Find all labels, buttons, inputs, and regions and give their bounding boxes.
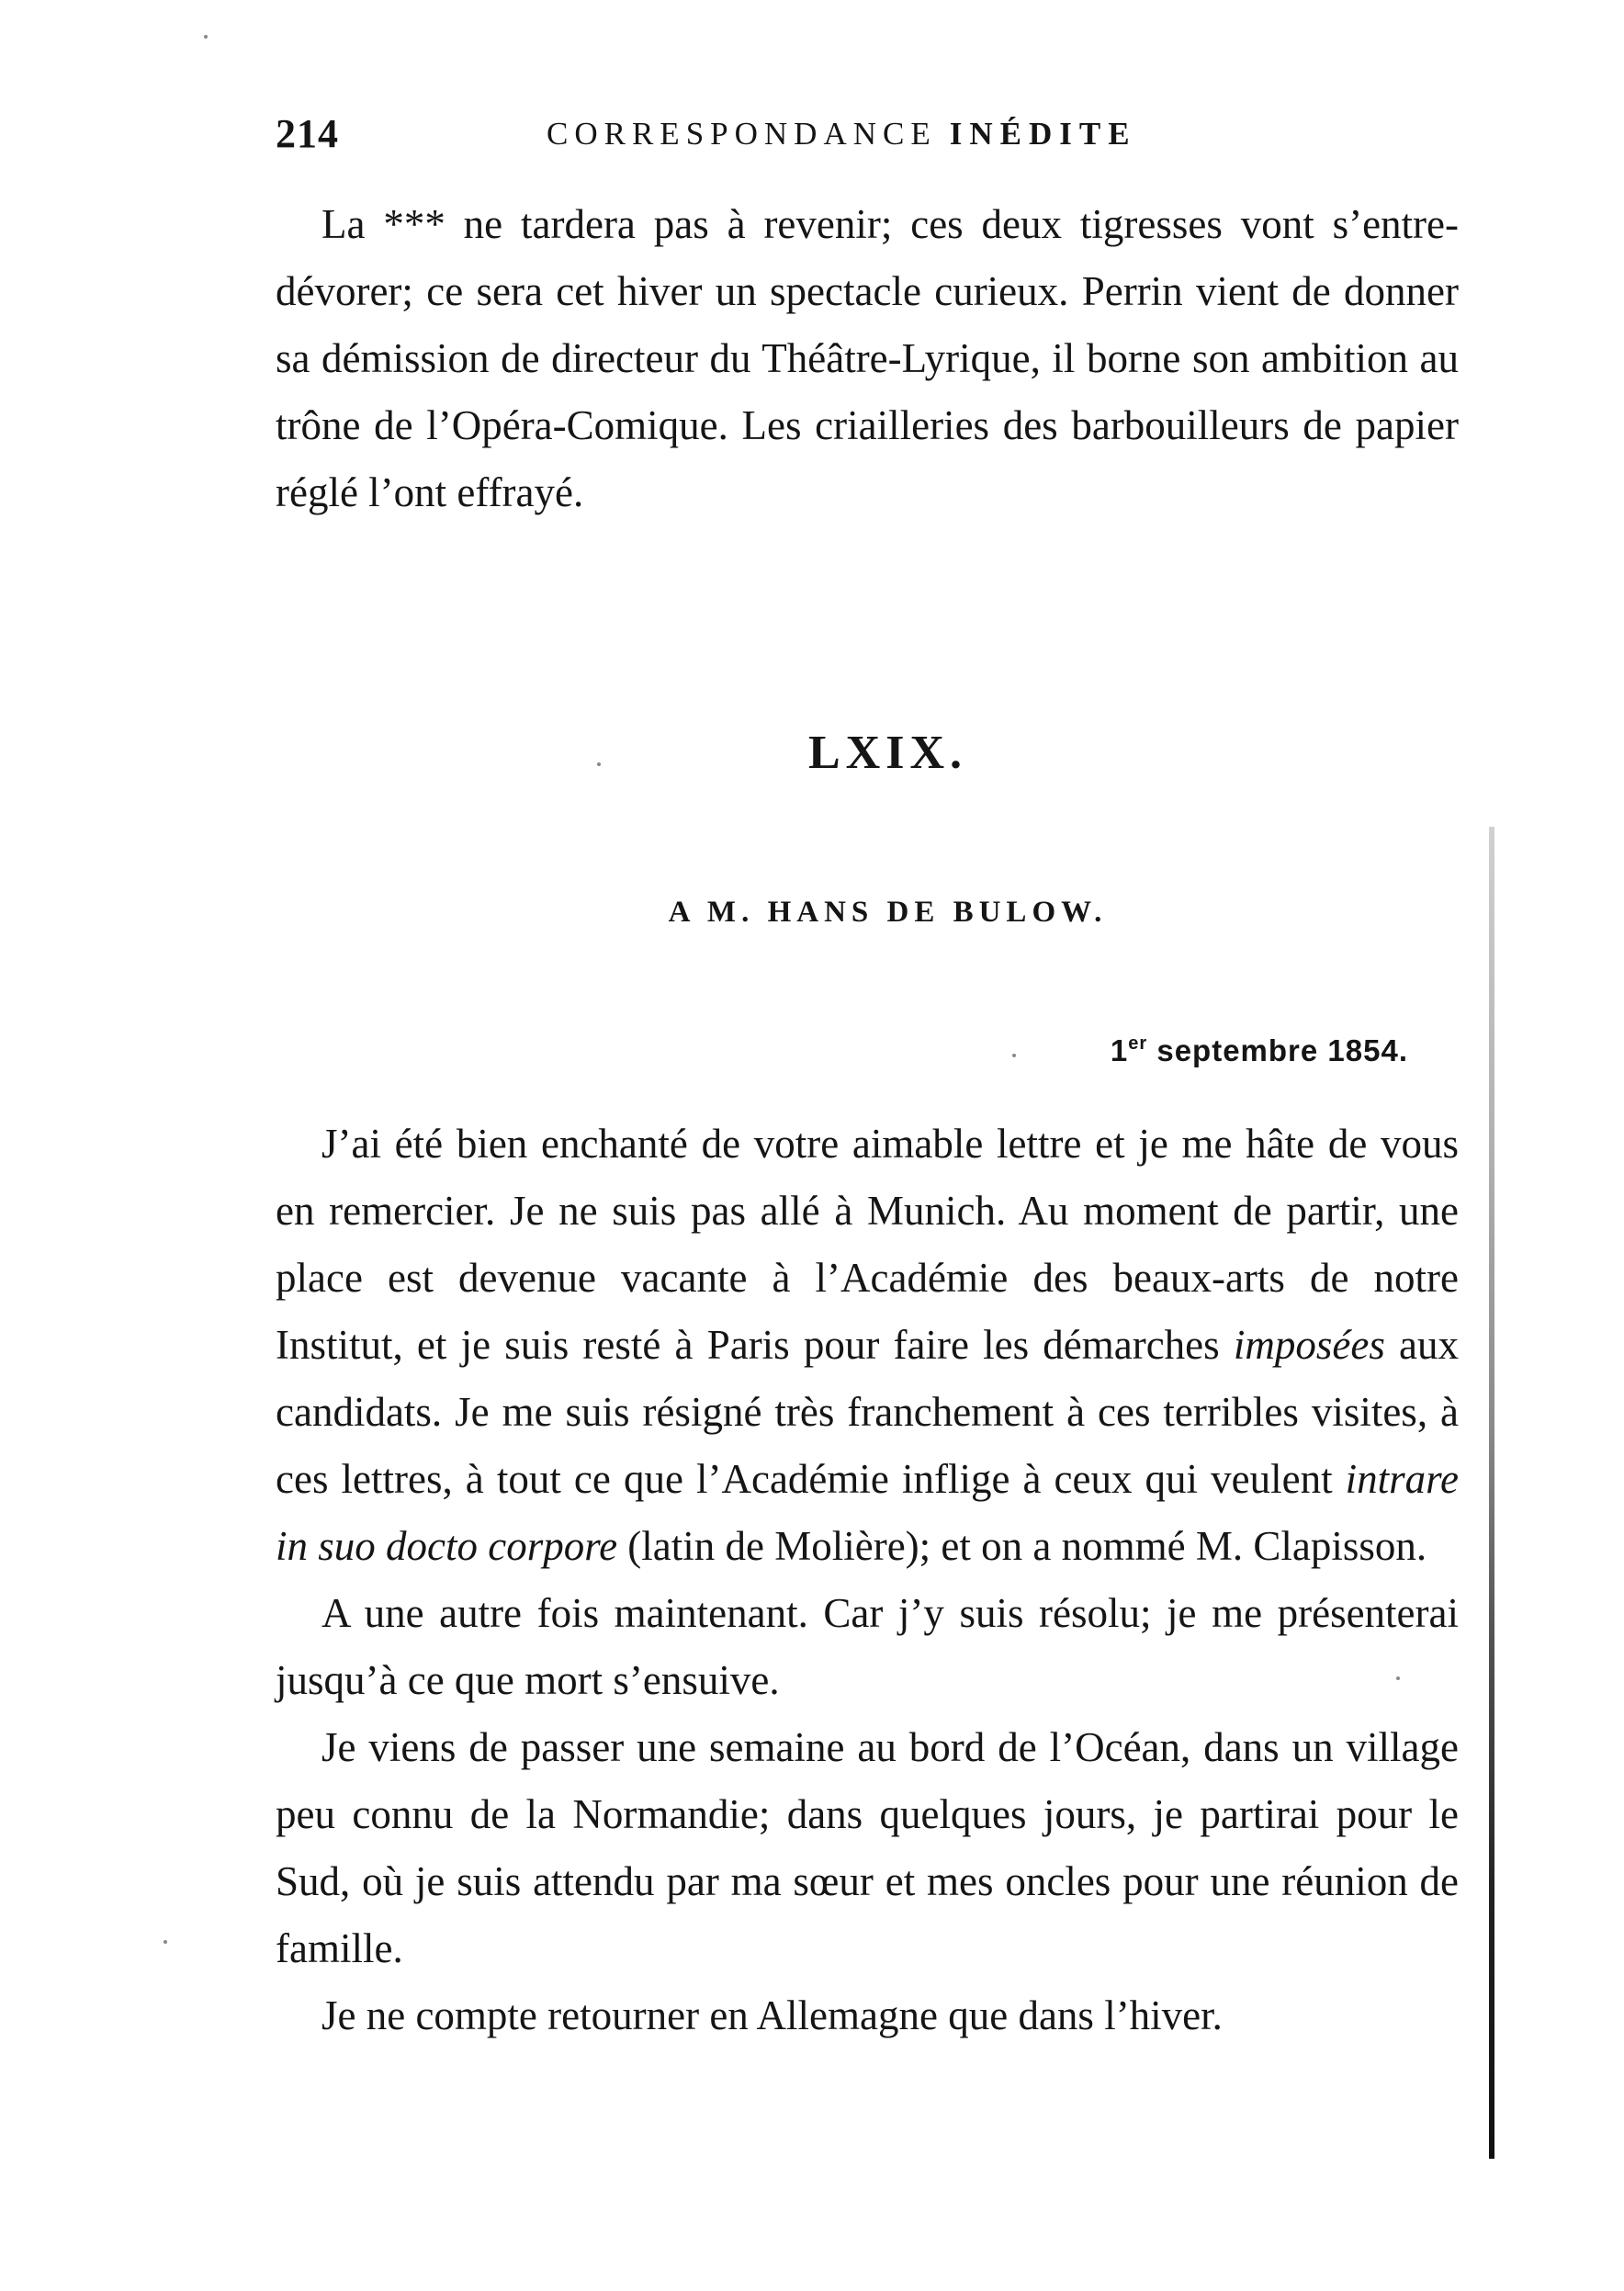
gutter-shadow <box>1489 827 1494 2159</box>
scan-speck <box>597 762 601 766</box>
opening-text <box>276 191 1459 526</box>
running-title-main: CORRESPONDANCE <box>547 116 937 152</box>
running-title <box>547 116 1137 152</box>
date-rest: septembre 1854. <box>1156 1033 1408 1067</box>
letter-paragraph-2: A une autre fois maintenant. Car j’y suis résolu; je me présenterai jusqu’à ce que mort s’ensuive. <box>276 1590 1459 1703</box>
letter-paragraph-4: Je ne compte retourner en Allemagne que dans l’hiver. <box>321 1992 1223 2038</box>
running-head <box>276 110 1460 165</box>
letter-number: LXIX. <box>807 727 968 779</box>
scan-speck <box>204 35 208 39</box>
date-suffix: er <box>1128 1033 1148 1054</box>
p1-text-c: (latin de Molière); et on a nommé M. Clapisson. <box>617 1523 1427 1569</box>
scan-speck <box>164 1940 167 1944</box>
letter-body <box>276 1111 1459 2049</box>
letter-addressee: A M. HANS DE BULOW. <box>668 896 1108 929</box>
letter-paragraph-3: Je viens de passer une semaine au bord de l’Océan, dans un village peu connu de la Normandie; dans quelques jours, je partirai pour le Sud, où je suis attendu par ma sœur et mes oncles pour une réunion de famille. <box>276 1724 1459 1971</box>
letter-date <box>1111 1033 1408 1068</box>
p1-text-b: aux candidats. Je me suis résigné très franchement à ces terribles visites, à ces lettres, à tout ce que l’Académie inflige à ceux qui veulent <box>276 1322 1459 1502</box>
p1-italic-imposees: imposées <box>1233 1322 1385 1368</box>
page-number: 214 <box>276 111 339 156</box>
p1-text-a: J’ai été bien enchanté de votre aimable lettre et je me hâte de vous en remercier. Je ne suis pas allé à Munich. Au moment de partir, une place est devenue vacante à l’Académie des beaux-arts de notre Institut, et je suis resté à Paris pour faire les démarches <box>276 1121 1459 1368</box>
letter-paragraph-1 <box>276 1111 1459 1580</box>
running-title-tail: INÉDITE <box>949 116 1137 152</box>
opening-paragraph: La *** ne tardera pas à revenir; ces deux tigresses vont s’entre-dévorer; ce sera cet hiver un spectacle curieux. Perrin vient de donner sa démission de directeur du Théâtre-Lyrique, il borne son ambition au trône de l’Opéra-Comique. Les criailleries des barbouilleurs de papier réglé l’ont effrayé. <box>276 201 1459 515</box>
date-day: 1 <box>1110 1033 1129 1067</box>
p1-italic-latin: intrare in suo docto corpore <box>276 1456 1459 1569</box>
scan-speck <box>1396 1676 1400 1680</box>
scan-speck <box>1012 1054 1016 1057</box>
